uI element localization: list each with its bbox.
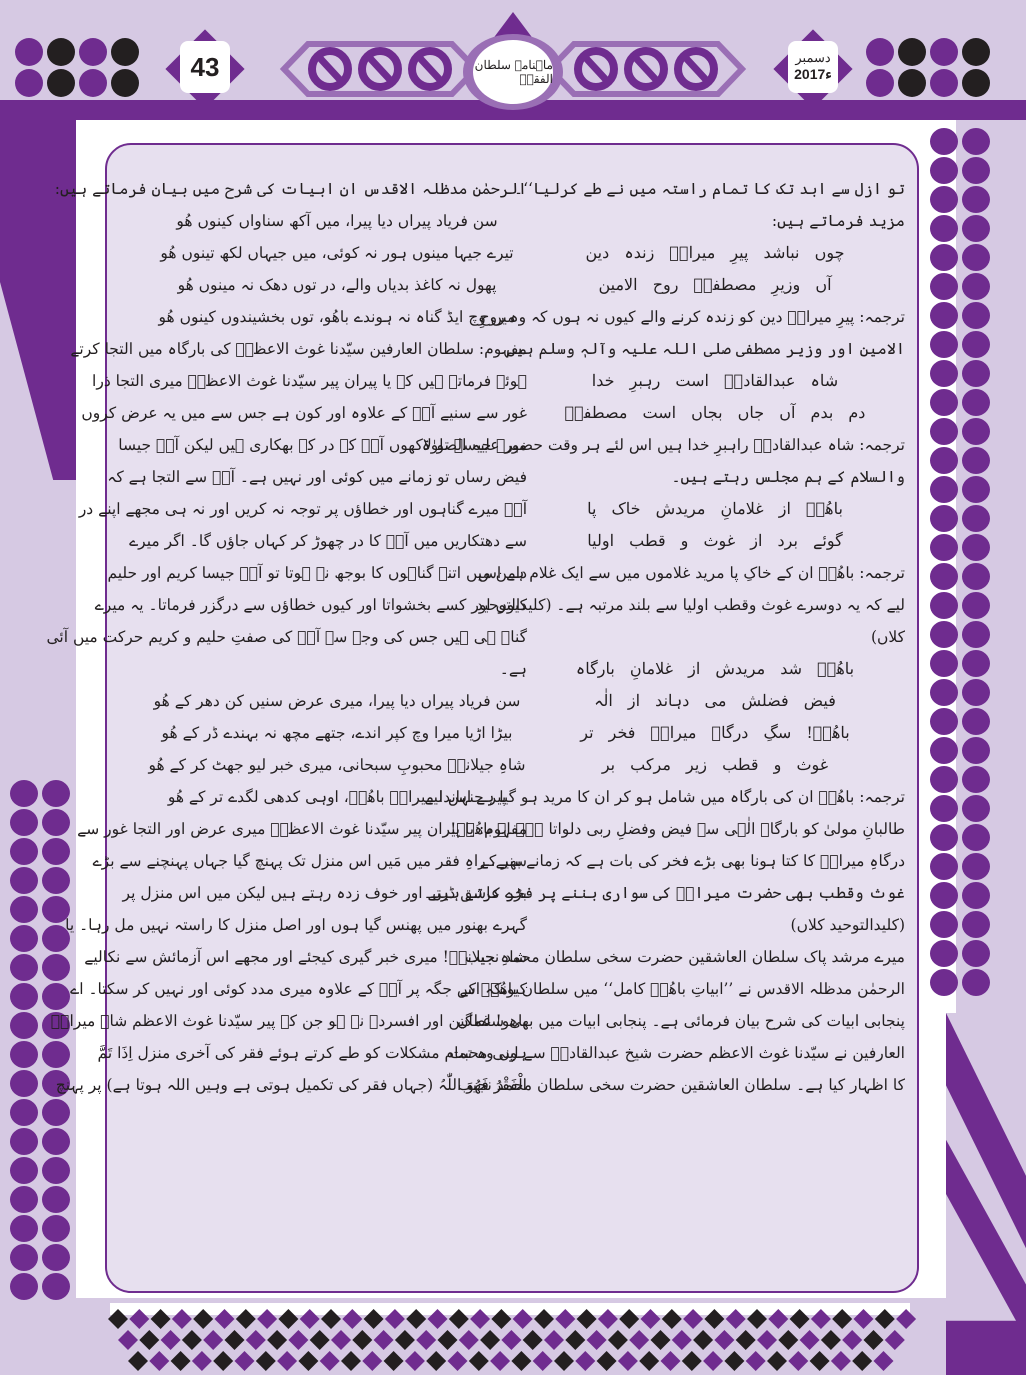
paragraph-line: گناہ ہی ہیں جس کی وجہ سے آپؓ کی صفتِ حلیم و کریم حرکت میں آئی xyxy=(46,628,527,646)
border-diamond xyxy=(118,1330,138,1350)
border-diamond xyxy=(448,1351,468,1371)
dot xyxy=(47,69,75,97)
dot xyxy=(930,69,958,97)
diamond-border xyxy=(110,1303,910,1375)
dot xyxy=(930,331,958,358)
issue-year: 2017ء xyxy=(794,66,832,82)
dot xyxy=(962,157,990,184)
page-number-badge xyxy=(166,30,244,108)
dot xyxy=(42,780,70,807)
dot xyxy=(10,1215,38,1242)
paragraph-line: الرحمٰن مدظلہ الاقدس نے ’’ابیاتِ باھُوؒ کامل‘‘ میں سلطان باھُوؒ کے xyxy=(459,980,905,998)
border-diamond xyxy=(800,1330,820,1350)
border-diamond xyxy=(192,1351,212,1371)
border-diamond xyxy=(788,1351,808,1371)
border-diamond xyxy=(842,1330,862,1350)
border-diamond xyxy=(629,1330,649,1350)
border-diamond xyxy=(331,1330,351,1350)
dot xyxy=(930,882,958,909)
dot xyxy=(962,679,990,706)
border-diamond xyxy=(778,1330,798,1350)
dot xyxy=(10,983,38,1010)
dot xyxy=(930,650,958,677)
dot xyxy=(930,969,958,996)
paragraph-line: سے دھتکاریں میں آپؓ کا در چھوڑ کر کہاں جاؤں گا۔ اگر میرے xyxy=(129,532,527,550)
dot xyxy=(10,1186,38,1213)
badge-box xyxy=(180,41,230,93)
verse-line: تیرے جیہا مینوں ہور نہ کوئی، میں جیہاں لکھ تینوں ھُو xyxy=(160,244,514,262)
dot xyxy=(42,1128,70,1155)
dot xyxy=(930,128,958,155)
dot xyxy=(42,1244,70,1271)
paragraph-line: کیونکہ اس جگہ پر آپؓ کے علاوہ میری مدد کوئی اور نہیں کر سکتا۔ اے xyxy=(70,980,527,998)
paragraph-line: مزید فرماتے ہیں: xyxy=(771,212,905,230)
dot xyxy=(930,737,958,764)
dot xyxy=(962,389,990,416)
dot xyxy=(10,1070,38,1097)
dot xyxy=(10,1012,38,1039)
dot xyxy=(962,766,990,793)
border-diamond xyxy=(682,1351,702,1371)
dot xyxy=(10,1244,38,1271)
border-diamond xyxy=(416,1330,436,1350)
dot xyxy=(42,1215,70,1242)
dot xyxy=(930,360,958,387)
dot xyxy=(42,1099,70,1126)
border-diamond xyxy=(320,1351,340,1371)
border-diamond xyxy=(139,1330,159,1350)
dot xyxy=(930,824,958,851)
dot xyxy=(962,853,990,880)
dot xyxy=(962,302,990,329)
dot xyxy=(47,38,75,66)
border-diamond xyxy=(852,1351,872,1371)
issue-month: دسمبر xyxy=(795,51,831,66)
border-diamond xyxy=(544,1330,564,1350)
border-diamond xyxy=(298,1351,318,1371)
dot xyxy=(42,867,70,894)
badge-box xyxy=(788,41,838,93)
paragraph-line: کلاں) xyxy=(870,628,905,646)
header-dots-left xyxy=(15,38,139,97)
border-diamond xyxy=(459,1330,479,1350)
border-diamond xyxy=(438,1330,458,1350)
verse-line: چوں نباشد پیرِ میرانؒ زندہ دین xyxy=(585,243,845,262)
dot xyxy=(42,809,70,836)
dot xyxy=(10,896,38,923)
paragraph-line: الرحمٰن مدظلہ الاقدس ان ابیات کی شرح میں بیان فرماتے ہیں: xyxy=(54,180,527,198)
border-diamond xyxy=(831,1351,851,1371)
paragraph-line: باھو! غمگین اور افسردہ نہ ہو جن کے پیر سیّدنا غوث الاعظم شاہ میرانؒ xyxy=(50,1012,527,1030)
knot-ornament-right xyxy=(546,38,746,100)
verse-line: غوث و قطب زیر مرکب بر xyxy=(601,755,829,774)
dot xyxy=(962,592,990,619)
border-diamond xyxy=(490,1351,510,1371)
border-diamond xyxy=(362,1351,382,1371)
paragraph-line: سنیے، راہِ فقر میں مَیں اس منزل تک پہنچ گیا جہاں پہنچنے سے بڑے xyxy=(92,852,527,870)
border-diamond xyxy=(821,1330,841,1350)
border-diamond xyxy=(256,1351,276,1371)
paragraph-line: پنجابی ابیات کی شرح بیان فرمائی ہے۔ پنجابی ابیات میں بھی سلطان xyxy=(457,1012,905,1030)
dot xyxy=(962,795,990,822)
dot xyxy=(930,940,958,967)
dot xyxy=(930,38,958,66)
border-diamond xyxy=(693,1330,713,1350)
dot xyxy=(962,708,990,735)
dot xyxy=(930,911,958,938)
verse-line: باھُوؒ شد مریدش از غلامانِ بارگاہ xyxy=(575,659,855,678)
dot xyxy=(962,215,990,242)
dot xyxy=(930,157,958,184)
paragraph-line: والسلام کے ہم مجلس رہتے ہیں۔ xyxy=(671,468,905,486)
dot xyxy=(111,38,139,66)
dot xyxy=(962,273,990,300)
dot xyxy=(962,186,990,213)
border-diamond xyxy=(651,1330,671,1350)
border-diamond xyxy=(277,1351,297,1371)
paragraph-line: فیض رساں تو زمانے میں کوئی اور نہیں ہے۔ آپؓ سے التجا ہے کہ xyxy=(107,468,527,486)
dot xyxy=(962,38,990,66)
dot xyxy=(962,824,990,851)
dot xyxy=(930,273,958,300)
dot xyxy=(15,38,43,66)
date-badge xyxy=(774,30,852,108)
dot xyxy=(962,563,990,590)
dot xyxy=(42,838,70,865)
verse-line: پھول نہ کاغذ بدیاں والے، در توں دھک نہ مینوں ھُو xyxy=(177,276,497,294)
border-diamond xyxy=(352,1330,372,1350)
paragraph-line: طالبانِ مولیٰ کو بارگاہ الٰہی سے فیض وفضلِ ربی دلواتا ہے۔ اے باھُوؒ! xyxy=(450,820,905,838)
dot xyxy=(10,1157,38,1184)
border-diamond xyxy=(246,1330,266,1350)
dot xyxy=(10,1041,38,1068)
verse-line: گوئے برد از غوث و قطب اولیا xyxy=(587,531,843,550)
border-diamond xyxy=(374,1330,394,1350)
dot xyxy=(10,1273,38,1300)
verse-line: شاہِ جیلانیؓ محبوبِ سبحانی، میری خبر لیو جھٹ کر کے ھُو xyxy=(148,756,526,774)
dot xyxy=(10,809,38,836)
column-left xyxy=(46,173,527,1101)
border-diamond xyxy=(267,1330,287,1350)
dot xyxy=(962,940,990,967)
dot xyxy=(10,954,38,981)
dot xyxy=(930,853,958,880)
paragraph-line: لیے کہ یہ دوسرے غوث وقطب اولیا سے بلند مرتبہ ہے۔ (کلیدالتوحید xyxy=(476,596,905,614)
border-diamond xyxy=(587,1330,607,1350)
paragraph-line: (کلیدالتوحید کلاں) xyxy=(790,916,905,934)
border-diamond xyxy=(874,1351,894,1371)
dot xyxy=(930,534,958,561)
dot xyxy=(930,795,958,822)
dot xyxy=(962,418,990,445)
dot xyxy=(930,186,958,213)
dot xyxy=(10,1099,38,1126)
border-diamond xyxy=(533,1351,553,1371)
border-diamond xyxy=(661,1351,681,1371)
border-diamond xyxy=(703,1351,723,1371)
dot xyxy=(930,708,958,735)
paragraph-line: بڑے عاشق ڈرتے اور خوف زدہ رہتے ہیں لیکن میں اس منزل پر xyxy=(122,884,527,902)
border-diamond xyxy=(885,1330,905,1350)
border-diamond xyxy=(575,1351,595,1371)
border-diamond xyxy=(501,1330,521,1350)
border-diamond xyxy=(288,1330,308,1350)
paragraph-line: ہوئے فرماتے ہیں کہ یا پیران پیر سیّدنا غوث الاعظمؓ میری التجا ذرا xyxy=(92,372,527,390)
dot xyxy=(866,69,894,97)
border-diamond xyxy=(672,1330,692,1350)
border-diamond xyxy=(523,1330,543,1350)
dot xyxy=(42,1273,70,1300)
border-diamond xyxy=(736,1330,756,1350)
verse-line: آں وزیرِ مصطفیؐ روح الامین xyxy=(598,275,832,294)
border-diamond xyxy=(714,1330,734,1350)
border-diamond xyxy=(480,1330,500,1350)
border-diamond xyxy=(405,1351,425,1371)
dot xyxy=(42,1157,70,1184)
dot xyxy=(962,621,990,648)
paragraph-line: دامن میں اتنے گناہوں کا بوجھ نہ ہوتا تو آپؓ جیسا کریم اور حلیم xyxy=(107,564,527,582)
dot xyxy=(962,331,990,358)
border-diamond xyxy=(554,1351,574,1371)
side-dots-right xyxy=(930,128,990,996)
border-diamond xyxy=(639,1351,659,1371)
dot xyxy=(962,882,990,909)
verse-line: دم بدم آں جاں بجاں است مصطفیؐ xyxy=(564,403,866,422)
dot xyxy=(930,389,958,416)
paragraph-line: الامین اور وزیر مصطفی صلی اللہ علیہ وآلہٖ وسلم ہیں۔ xyxy=(497,340,905,358)
paragraph-line: غوث وقطب بھی حضرت میرانؒ کی سواری بننے پر فخر کرتے ہیں۔ xyxy=(423,884,905,902)
dot xyxy=(962,911,990,938)
magazine-title: ماہنامہ سلطان الفقرؒ xyxy=(474,58,553,86)
dot xyxy=(10,925,38,952)
dot xyxy=(930,505,958,532)
dot xyxy=(42,954,70,981)
paragraph-line: میرے جیسے تو لاکھوں آپؓ کے در کے بھکاری ہیں لیکن آپؓ جیسا xyxy=(118,436,527,454)
dot xyxy=(930,592,958,619)
border-diamond xyxy=(864,1330,884,1350)
dot xyxy=(15,69,43,97)
right-stripe-decoration xyxy=(946,1013,1026,1375)
verse-line: سن فریاد پیراں دیا پیرا، میں آکھ سناواں کینوں ھُو xyxy=(176,212,498,230)
verse-line: باھُوؒ از غلامانِ مریدش خاک پا xyxy=(587,499,843,518)
dot xyxy=(930,621,958,648)
paragraph-line: شاہِ جیلانیؓ! میری خبر گیری کیجئے اور مجھے اس آزمائش سے نکالیے xyxy=(84,948,527,966)
border-diamond xyxy=(395,1330,415,1350)
border-diamond xyxy=(511,1351,531,1371)
verse-line: باھُوؒ! سگِ درگاہ میرانؒ فخر تر xyxy=(580,723,850,742)
dot xyxy=(930,679,958,706)
dot xyxy=(111,69,139,97)
header-dots-right xyxy=(866,38,990,97)
border-diamond xyxy=(426,1351,446,1371)
verse-line: سن فریاد پیراں دیا پیرا، میری عرض سنیں کن دھر کے ھُو xyxy=(153,692,521,710)
border-diamond xyxy=(225,1330,245,1350)
border-diamond xyxy=(203,1330,223,1350)
border-diamond xyxy=(767,1351,787,1371)
dot xyxy=(930,418,958,445)
knot-ornament-left xyxy=(280,38,480,100)
column-right xyxy=(421,173,905,1101)
paragraph-line: ترجمہ: شاہ عبدالقادرؒ راہبرِ خدا ہیں اس لئے ہر وقت حضور علیہ الصلوٰۃ xyxy=(421,436,905,454)
verse-line: شاہ عبدالقادرؒ است رہبرِ خدا xyxy=(591,371,839,390)
dot xyxy=(10,867,38,894)
border-diamond xyxy=(161,1330,181,1350)
border-diamond xyxy=(310,1330,330,1350)
border-diamond xyxy=(171,1351,191,1371)
border-diamond xyxy=(149,1351,169,1371)
paragraph-line: ترجمہ: پیرِ میرانؒ دین کو زندہ کرنے والے کیوں نہ ہوں کہ وہ روح xyxy=(479,308,905,326)
page-number: 43 xyxy=(190,51,220,82)
border-diamond xyxy=(235,1351,255,1371)
dot xyxy=(930,766,958,793)
paragraph-line: ترجمہ: باھُوؒ ان کی بارگاہ میں شامل ہو کر ان کا مرید ہو گیا ہے اس لیے xyxy=(424,788,905,806)
article-panel xyxy=(46,143,919,1293)
dot xyxy=(962,505,990,532)
dot xyxy=(79,38,107,66)
verse-line: فیض فضلش می دہاند از الٰہ xyxy=(594,691,836,710)
border-diamond xyxy=(384,1351,404,1371)
dot xyxy=(898,38,926,66)
verse-line: پیر جنہاندا میرانؒ باھُوؒ، اوہی کدھی لگدے تر کے ھُو xyxy=(167,788,507,806)
border-diamond xyxy=(618,1351,638,1371)
paragraph-line: ہوں وہ تمام مشکلات کو طے کرتے ہوئے فقر کی آخری منزل اِذَا تَمَّ xyxy=(97,1044,527,1062)
dot xyxy=(42,1041,70,1068)
dot xyxy=(10,780,38,807)
paragraph-line: میرے مرشد پاک سلطان العاشقین حضرت سخی سلطان محمد نجیب xyxy=(465,948,905,966)
verse-line: میں وِچ ایڈ گناہ نہ ہوندے باھُو، توں بخشیندوں کینوں ھُو xyxy=(158,308,516,326)
paragraph-line: مفہوم: یا پیران پیر سیّدنا غوث الاعظمؓ میری عرض اور التجا غور سے xyxy=(77,820,527,838)
dot xyxy=(42,1186,70,1213)
dot xyxy=(930,215,958,242)
paragraph-line: گہرے بھنور میں پھنس گیا ہوں اور اصل منزل کا راستہ نہیں مل رہا۔ یا xyxy=(65,916,527,934)
paragraph-line: الْفَقْرُ فَھُوَ اللّٰہُ (جہاں فقر کی تکمیل ہوتی ہے وہیں اللہ ہوتا ہے) پر پہنچ xyxy=(55,1076,527,1094)
dot xyxy=(10,1128,38,1155)
dot xyxy=(962,447,990,474)
border-diamond xyxy=(597,1351,617,1371)
dot xyxy=(898,69,926,97)
dot xyxy=(962,969,990,996)
paragraph-line: العارفین نے سیّدنا غوث الاعظم حضرت شیخ عبدالقادرؒ سے اپنی محبت xyxy=(449,1044,905,1062)
dot xyxy=(930,476,958,503)
dot xyxy=(962,650,990,677)
dot xyxy=(962,360,990,387)
border-diamond xyxy=(724,1351,744,1371)
paragraph-line: ہے۔ xyxy=(499,660,527,678)
border-diamond xyxy=(128,1351,148,1371)
border-diamond xyxy=(213,1351,233,1371)
paragraph-line: تو ازل سے ابد تک کا تمام راستہ میں نے طے کرلیا‘‘۔ xyxy=(513,180,905,198)
dot xyxy=(866,38,894,66)
dot xyxy=(962,476,990,503)
border-diamond xyxy=(757,1330,777,1350)
dot xyxy=(930,302,958,329)
border-diamond xyxy=(810,1351,830,1371)
border-diamond xyxy=(565,1330,585,1350)
paragraph-line: درگاہِ میرانؒ کا کتا ہونا بھی بڑے فخر کی بات ہے کہ زمانے بھر کے xyxy=(479,852,905,870)
dot xyxy=(962,534,990,561)
border-diamond xyxy=(341,1351,361,1371)
border-diamond xyxy=(182,1330,202,1350)
border-diamond xyxy=(469,1351,489,1371)
dot xyxy=(79,69,107,97)
paragraph-line: کا اظہار کیا ہے۔ سلطان العاشقین حضرت سخی سلطان محمد نجیب xyxy=(457,1076,905,1094)
paragraph-line: مفہوم: سلطان العارفین سیّدنا غوث الاعظمؓ کی بارگاہ میں التجا کرتے xyxy=(70,340,527,358)
paragraph-line: ترجمہ: باھُوؒ ان کے خاکِ پا مرید غلاموں میں سے ایک غلام ہے اس xyxy=(478,564,905,582)
paragraph-line: آپؓ میرے گناہوں اور خطاؤں پر توجہ نہ کریں اور نہ ہی مجھے اپنے در xyxy=(78,500,527,518)
dot xyxy=(962,737,990,764)
dot xyxy=(930,563,958,590)
dot xyxy=(10,838,38,865)
dot xyxy=(930,447,958,474)
verse-line: بیڑا اڑیا میرا وچ کپر اندے، جتھے مچھ نہ بہندے ڈر کے ھُو xyxy=(161,724,513,742)
dot xyxy=(962,128,990,155)
border-diamond xyxy=(608,1330,628,1350)
side-dots-left xyxy=(10,780,70,1300)
dot xyxy=(962,69,990,97)
dot xyxy=(930,244,958,271)
border-diamond xyxy=(746,1351,766,1371)
paragraph-line: غور سے سنیے آپؓ کے علاوہ اور کون ہے جس سے میں یہ عرض کروں xyxy=(81,404,527,422)
paragraph-line: کیوں اور کسے بخشواتا اور کیوں خطاؤں سے درگزر فرماتا۔ یہ میرے xyxy=(94,596,527,614)
magazine-logo xyxy=(473,40,553,104)
dot xyxy=(962,244,990,271)
